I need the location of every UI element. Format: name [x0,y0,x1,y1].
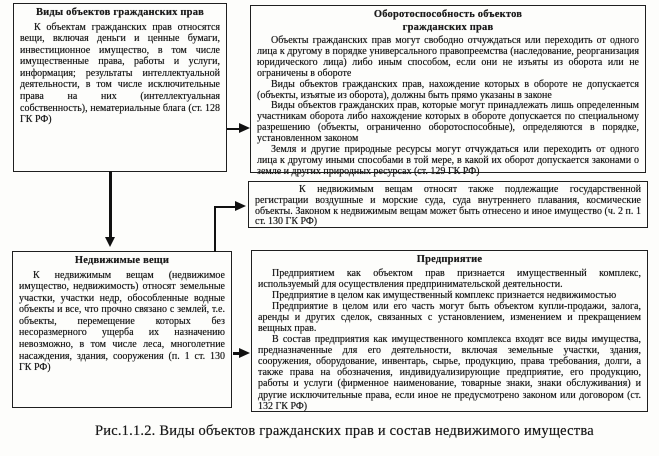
box-immovable-additional [248,181,648,228]
box-turnover-capability [250,5,646,177]
paragraph: Объекты гражданских прав могут свободно отчуждаться или переходить от одного лица к другому в порядке универсального правопреемства (наследование, реорганизация юридического лица) либо иным способом, если они не изъяты из оборота или не ограничены в обороте [257,35,639,79]
paragraph: Земля и другие природные ресурсы могут отчуждаться или переходить от одного лица к другому иными способами в той мере, в какой их оборот допускается законами о земле и других природных ресурсах (ст. 129 ГК РФ) [257,144,639,177]
box-enterprise-title: Предприятие [416,254,483,265]
figure-caption: Рис.1.1.2. Виды объектов гражданских прав и состав недвижимого имущества [95,423,594,439]
paragraph: Предприятие в целом или его часть могут быть объектом купли-продажи, залога, аренды и других сделок, связанных с установлением, изменением и прекращением вещных прав. [258,300,641,334]
paragraph: Виды объектов гражданских прав, которые могут принадлежать лишь определенным участникам оборота либо нахождение которых в обороте допускается по специальному разрешению (объекты, ограниченно оборотоспособные), определяются в порядке, установленном законом [257,100,639,145]
paragraph: К недвижимым вещам относят также подлежащие государственной регистрации воздушные и морские суда, суда внутреннего плавания, космические объекты. Законом к недвижимым вещам может быть отнесено и иное имущество (ч. 2 п. 1 ст. 130 ГК РФ) [255,184,641,228]
box-immovable-title: Недвижимые вещи [74,255,170,266]
box-immovable-things [12,251,232,408]
paragraph: К объектам гражданских прав относятся вещи, включая деньги и ценные бумаги, инвестиционное имущество, в том числе имущественные права, работы и услуги, информация; результаты интеллектуальной деятельности, в том числе исключительные права на них (интеллектуальная собственность), нематериальные блага (ст. 128 ГК РФ) [20,21,220,126]
box-turnover-title-line2: гражданских прав [402,21,494,33]
box-enterprise [251,250,648,412]
paragraph: Предприятием как объектом прав признается имущественный комплекс, используемый для осуществления предпринимательской деятельности. [258,267,641,290]
box-immovable-additional-body [249,182,647,228]
box-turnover-title [251,6,645,34]
paragraph: В состав предприятия как имущественного комплекса входят все виды имущества, предназначенные для его деятельности, включая земельные участки, здания, сооружения, оборудование, инвентарь, сырье, продукцию, права требования, долги, а также права на обозначения, индивидуализирующие предприятие, его продукцию, работы и услуги (фирменное наименование, товарные знаки, знаки обслуживания) и другие исключительные права, если иное не предусмотрено законом или договором (ст. 132 ГК РФ) [258,334,641,412]
box-object-types-body [14,20,226,126]
box-turnover-body [251,34,645,178]
paragraph: Виды объектов гражданских прав, нахождение которых в обороте не допускается (объекты, изъятые из оборота), должны быть прямо указаны в законе [257,78,639,101]
box-object-types [13,3,227,172]
box-enterprise-body [252,267,647,412]
box-immovable-body [13,268,231,374]
paragraph: К недвижимым вещам (недвижимое имущество, недвижимость) относят земельные участки, участки недр, обособленные водные объекты и все, что прочно связано с землей, т.е. объекты, перемещение которых без несоразмерного ущерба их назначению невозможно, в том числе леса, многолетние насаждения, здания, сооружения (п. 1 ст. 130 ГК РФ) [19,269,225,374]
box-object-types-title: Виды объектов гражданских прав [35,7,205,18]
box-turnover-title-line1: Оборотоспособность объектов [373,9,523,20]
paragraph: Предприятие в целом как имущественный комплекс признается недвижимостью [272,289,617,301]
